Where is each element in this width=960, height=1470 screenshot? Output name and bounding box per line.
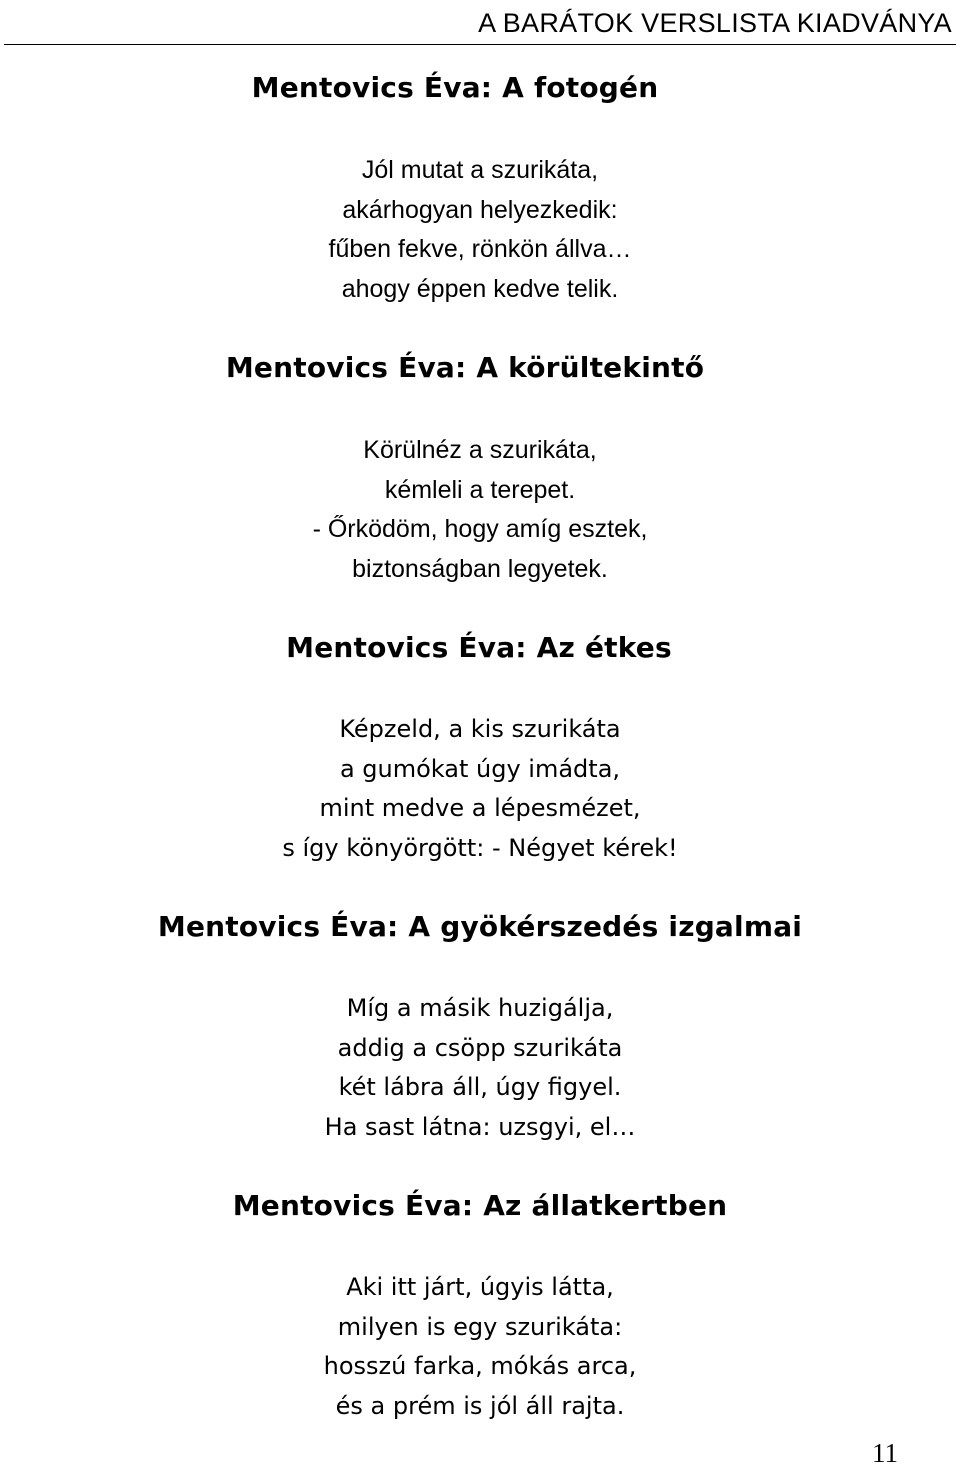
- poem-title: Mentovics Éva: A körültekintő: [225, 351, 705, 384]
- poem-line: Képzeld, a kis szurikáta: [339, 715, 621, 743]
- poem-title: Mentovics Éva: Az állatkertben: [232, 1189, 728, 1222]
- poem-line: Körülnéz a szurikáta,: [363, 436, 597, 464]
- poem-line: Aki itt járt, úgyis látta,: [346, 1273, 614, 1301]
- poem-stanza: [0, 431, 960, 589]
- poem-line: kémleli a terepet.: [384, 475, 576, 504]
- poem-line: a gumókat úgy imádta,: [339, 754, 621, 783]
- poem-az-etkes: [0, 630, 960, 868]
- poem-line: hosszú farka, mókás arca,: [323, 1352, 637, 1380]
- poem-line: mint medve a lépesmézet,: [319, 794, 641, 822]
- poem-line: - Őrködöm, hogy amíg esztek,: [312, 515, 648, 543]
- poem-line: Míg a másik huzigálja,: [346, 994, 614, 1022]
- poem-a-gyokerszedes-izgalmai: [0, 909, 960, 1147]
- poem-line: fűben fekve, rönkön állva…: [328, 235, 632, 263]
- poem-stanza: [0, 710, 960, 868]
- poem-line: biztonságban legyetek.: [352, 554, 608, 583]
- poem-line: Jól mutat a szurikáta,: [361, 156, 599, 184]
- poem-line: és a prém is jól áll rajta.: [335, 1391, 625, 1420]
- poem-line: s így könyörgött: - Négyet kérek!: [282, 833, 678, 862]
- poem-line: Ha sast látna: uzsgyi, el…: [324, 1112, 636, 1141]
- poem-line: milyen is egy szurikáta:: [337, 1312, 623, 1341]
- header-divider: [4, 44, 956, 45]
- poem-stanza: [0, 151, 960, 309]
- poem-line: ahogy éppen kedve telik.: [341, 274, 619, 303]
- poem-a-fotogen: [0, 70, 960, 309]
- poem-stanza: [0, 989, 960, 1147]
- poem-az-allatkertben: [0, 1188, 960, 1426]
- poem-line: két lábra áll, úgy figyel.: [338, 1073, 622, 1101]
- poem-title: Mentovics Éva: Az étkes: [286, 631, 672, 664]
- poem-a-korultekinto: [0, 350, 960, 589]
- page-number: 11: [872, 1438, 898, 1468]
- poem-title: Mentovics Éva: A gyökérszedés izgalmai: [157, 910, 803, 943]
- publication-title: A BARÁTOK VERSLISTA KIADVÁNYA: [478, 8, 952, 38]
- poem-title: Mentovics Éva: A fotogén: [251, 71, 659, 104]
- poem-stanza: [0, 1268, 960, 1426]
- poem-line: addig a csöpp szurikáta: [337, 1033, 623, 1062]
- poem-line: akárhogyan helyezkedik:: [342, 195, 618, 224]
